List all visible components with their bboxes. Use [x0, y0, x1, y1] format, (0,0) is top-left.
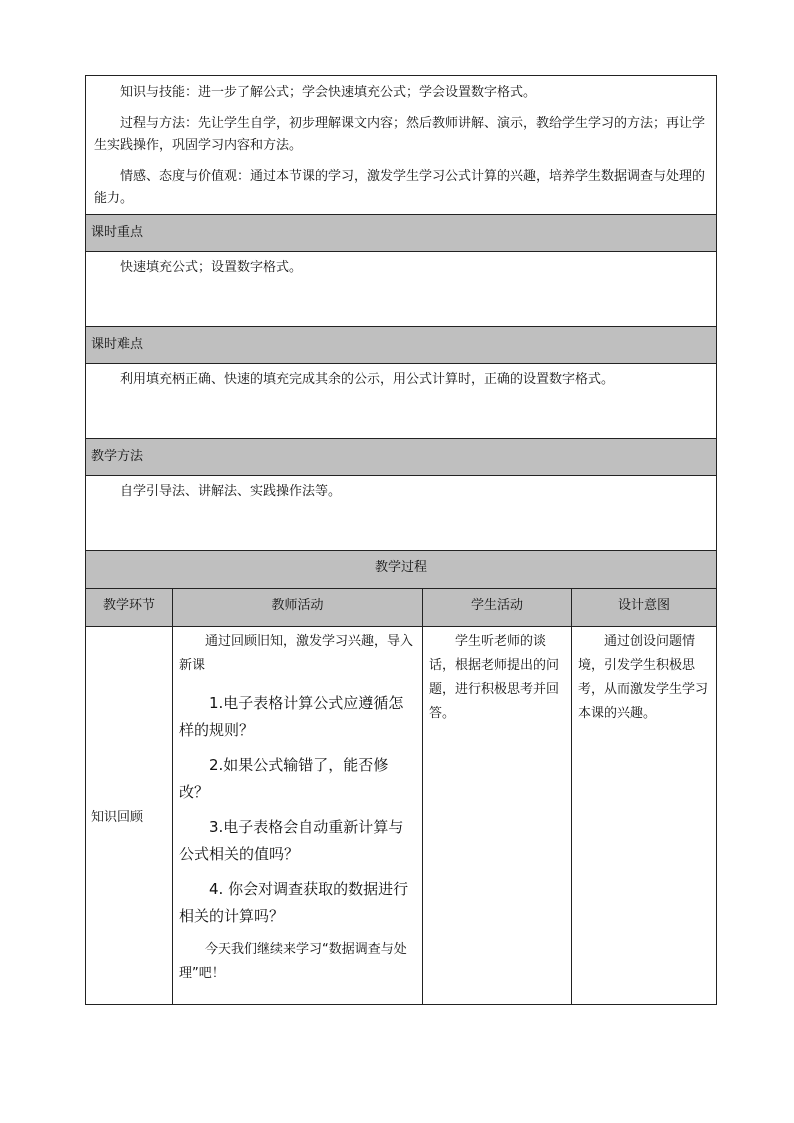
method-header: 教学方法 [86, 439, 717, 476]
method-body [86, 476, 717, 551]
teacher-closing: 今天我们继续来学习“数据调查与处理”吧！ [179, 942, 407, 981]
objective-process: 过程与方法：先让学生自学，初步理解课文内容；然后教师讲解、演示，教给学生学习的方法；再让学生实践操作，巩固学习内容和方法。 [94, 116, 706, 153]
lesson-plan [85, 75, 716, 1005]
objectives-row [86, 76, 717, 215]
lesson-table [85, 75, 717, 1005]
method-text: 自学引导法、讲解法、实践操作法等。 [120, 484, 342, 499]
objective-knowledge: 知识与技能：进一步了解公式；学会快速填充公式；学会设置数字格式。 [120, 85, 537, 100]
objective-emotion: 情感、态度与价值观：通过本节课的学习，激发学生学习公式计算的兴趣，培养学生数据调查与处理的能力。 [94, 169, 706, 206]
process-header: 教学过程 [86, 551, 717, 589]
stage-cell: 知识回顾 [86, 627, 173, 1005]
student-text: 学生听老师的谈话，根据老师提出的问题，进行积极思考并回答。 [429, 634, 560, 721]
col-student: 学生活动 [423, 589, 572, 627]
question-3: 3.电子表格会自动重新计算与公式相关的值吗？ [179, 818, 404, 863]
difficulty-header: 课时难点 [86, 327, 717, 364]
objectives-cell [86, 76, 717, 215]
question-4: 4. 你会对调查获取的数据进行相关的计算吗？ [179, 880, 409, 925]
difficulty-text: 利用填充柄正确、快速的填充完成其余的公示，用公式计算时，正确的设置数字格式。 [120, 372, 615, 387]
difficulty-body [86, 364, 717, 439]
col-design: 设计意图 [572, 589, 717, 627]
col-teacher: 教师活动 [173, 589, 423, 627]
process-column-headers [86, 589, 717, 627]
key-point-text: 快速填充公式；设置数字格式。 [120, 260, 303, 275]
key-point-body [86, 252, 717, 327]
question-1: 1.电子表格计算公式应遵循怎样的规则？ [179, 694, 404, 739]
student-activity [423, 627, 572, 1005]
process-row [86, 627, 717, 1005]
teacher-activity [173, 627, 423, 1005]
key-point-header: 课时重点 [86, 215, 717, 252]
col-stage: 教学环节 [86, 589, 173, 627]
design-intent [572, 627, 717, 1005]
question-2: 2.如果公式输错了，能否修改？ [179, 756, 389, 801]
teacher-intro: 通过回顾旧知，激发学习兴趣，导入新课 [179, 634, 414, 673]
design-text: 通过创设问题情境，引发学生积极思考，从而激发学生学习本课的兴趣。 [578, 634, 709, 721]
